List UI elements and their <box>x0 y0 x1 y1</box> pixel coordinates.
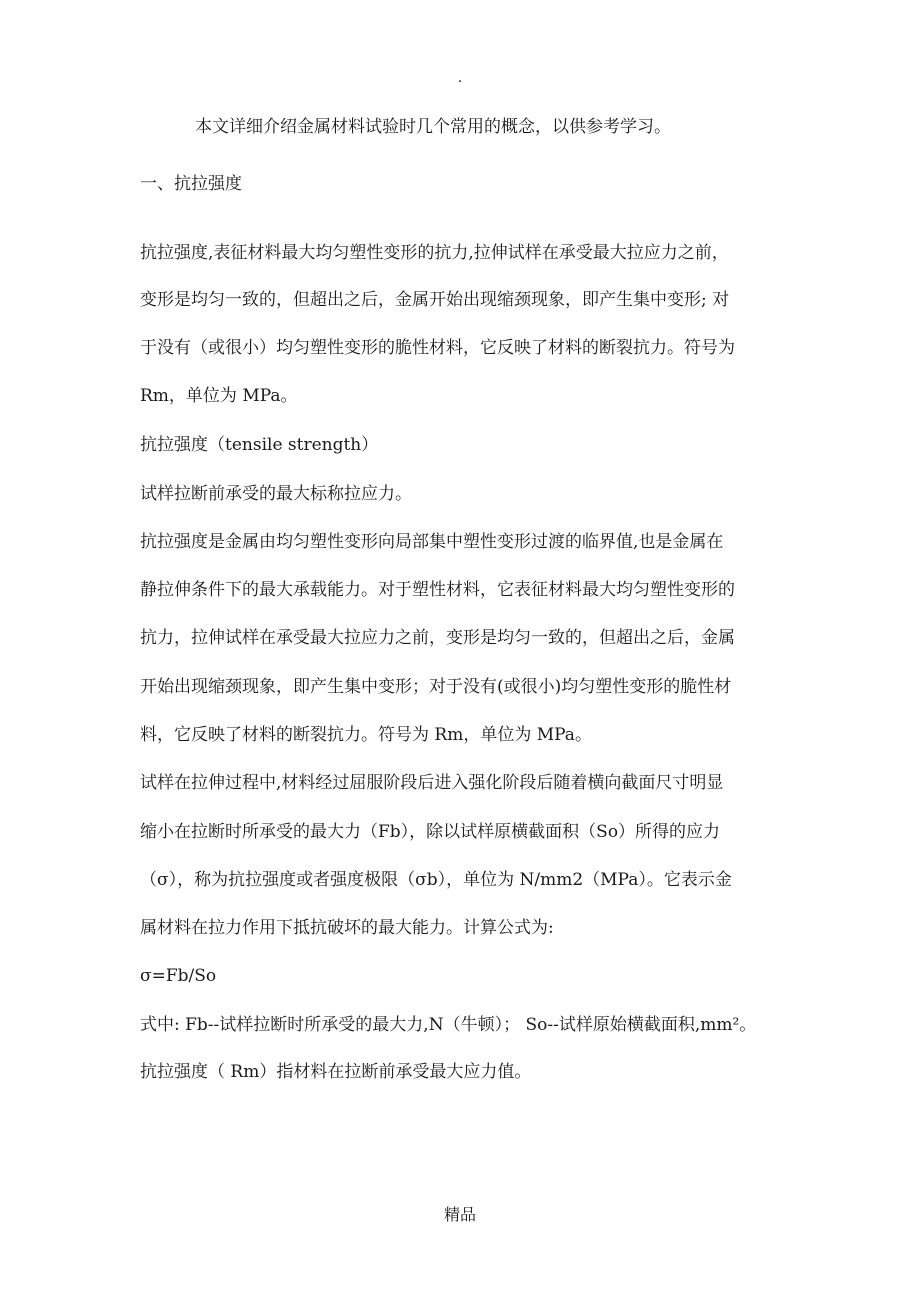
definition-line: 试样拉断前承受的最大标称拉应力。 <box>140 484 412 504</box>
paragraph-line: 静拉伸条件下的最大承载能力。对于塑性材料，它表征材料最大均匀塑性变形的 <box>140 580 735 600</box>
formula-explanation: 式中: Fb--试样拉断时所承受的最大力,N（牛顿）； So--试样原始横截面积,mm²。 <box>140 1015 757 1035</box>
paragraph-line: Rm，单位为 MPa。 <box>140 386 298 406</box>
formula: σ=Fb/So <box>140 966 217 986</box>
paragraph-line: 抗力，拉伸试样在承受最大拉应力之前，变形是均匀一致的，但超出之后，金属 <box>140 628 735 648</box>
paragraph-line: 开始出现缩颈现象，即产生集中变形；对于没有(或很小)均匀塑性变形的脆性材 <box>140 677 732 697</box>
paragraph-line: 抗拉强度是金属由均匀塑性变形向局部集中塑性变形过渡的临界值,也是金属在 <box>140 532 724 552</box>
section-heading: 一、抗拉强度 <box>140 174 242 194</box>
paragraph-line: （σ），称为抗拉强度或者强度极限（σb），单位为 N/mm2（MPa）。它表示金 <box>140 870 732 890</box>
closing-line: 抗拉强度（ Rm）指材料在拉断前承受最大应力值。 <box>140 1062 532 1082</box>
paragraph-line: 料，它反映了材料的断裂抗力。符号为 Rm，单位为 MPa。 <box>140 725 592 745</box>
paragraph-line: 变形是均匀一致的，但超出之后，金属开始出现缩颈现象，即产生集中变形; 对 <box>140 290 730 310</box>
paragraph-line: 属材料在拉力作用下抵抗破坏的最大能力。计算公式为: <box>140 918 554 938</box>
paragraph-line: 于没有（或很小）均匀塑性变形的脆性材料，它反映了材料的断裂抗力。符号为 <box>140 338 735 358</box>
footer-mark: 精品 <box>443 1205 476 1224</box>
paragraph-line: 试样在拉伸过程中,材料经过屈服阶段后进入强化阶段后随着横向截面尺寸明显 <box>140 773 724 793</box>
term-line: 抗拉强度（tensile strength） <box>140 435 379 455</box>
intro-text: 本文详细介绍金属材料试验时几个常用的概念，以供参考学习。 <box>195 117 671 137</box>
header-mark: . <box>457 70 463 86</box>
paragraph-line: 抗拉强度,表征材料最大均匀塑性变形的抗力,拉伸试样在承受最大拉应力之前， <box>140 243 729 263</box>
paragraph-line: 缩小在拉断时所承受的最大力（Fb），除以试样原横截面积（So）所得的应力 <box>140 822 721 842</box>
